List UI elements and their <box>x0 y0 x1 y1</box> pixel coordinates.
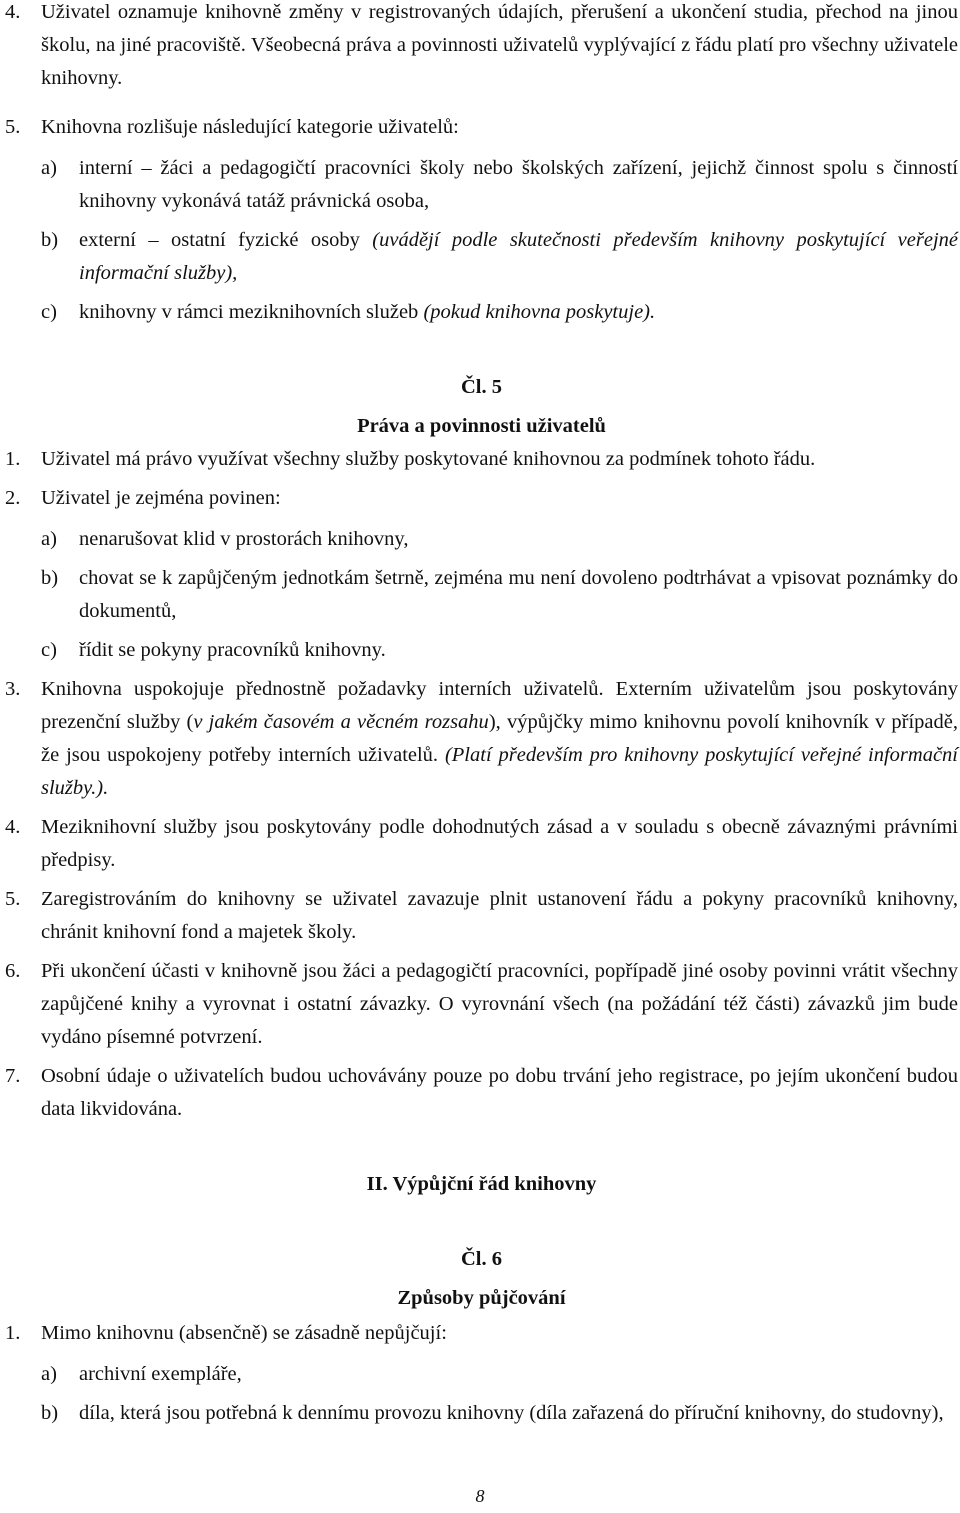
article-5-paragraph-1 <box>0 443 958 476</box>
list-item-a <box>0 1358 958 1391</box>
paragraph-text: Uživatel je zejména povinen: <box>41 487 281 509</box>
paragraph-text: Mimo knihovnu (absenčně) se zásadně nepůjčují: <box>41 1322 447 1344</box>
paragraph-text-italic: (Platí především pro knihovny poskytující veřejné informační služby.). <box>41 744 958 799</box>
list-label: b) <box>41 229 59 251</box>
article-5-paragraph-5 <box>0 883 958 949</box>
list-item-b <box>0 1397 958 1430</box>
list-text: chovat se k zapůjčeným jednotkám šetrně, zejména mu není dovoleno podtrhávat a vpisovat poznámky do dokumentů, <box>79 567 958 622</box>
list-label: b) <box>41 1402 59 1424</box>
paragraph-text: Uživatel má právo využívat všechny služby poskytované knihovnou za podmínek tohoto řádu. <box>41 448 816 470</box>
paragraph-number: 1. <box>5 1322 21 1344</box>
paragraph-number: 1. <box>5 448 21 470</box>
list-item-c <box>0 634 958 667</box>
list-text: nenarušovat klid v prostorách knihovny, <box>79 528 409 550</box>
paragraph-text: Knihovna uspokojuje přednostně požadavky interních uživatelů. Externím uživatelům jsou poskytovány prezenční služby ( <box>41 678 958 733</box>
article-5-paragraph-2 <box>0 482 958 515</box>
page-number: 8 <box>475 1486 485 1506</box>
list-text: externí – ostatní fyzické osoby <box>79 229 373 251</box>
paragraph-number: 3. <box>5 678 21 700</box>
list-label: c) <box>41 639 57 661</box>
list-label: a) <box>41 157 57 179</box>
paragraph-text: Meziknihovní služby jsou poskytovány podle dohodnutých zásad a v souladu s obecně závaznými právními předpisy. <box>41 816 958 871</box>
list-text: díla, která jsou potřebná k dennímu provozu knihovny (díla zařazená do příruční knihovny, do studovny), <box>79 1402 944 1424</box>
list-text: řídit se pokyny pracovníků knihovny. <box>79 639 386 661</box>
list-item-a <box>0 152 958 218</box>
list-text: knihovny v rámci meziknihovních služeb <box>79 301 424 323</box>
article-5-number: Čl. 5 <box>461 376 502 398</box>
list-label: a) <box>41 1363 57 1385</box>
paragraph-number: 6. <box>5 960 21 982</box>
article-6-title: Způsoby půjčování <box>397 1287 566 1309</box>
paragraph-text: Knihovna rozlišuje následující kategorie uživatelů: <box>41 116 459 138</box>
list-label: b) <box>41 567 59 589</box>
paragraph-text: Uživatel oznamuje knihovně změny v registrovaných údajích, přerušení a ukončení studia, přechod na jinou školu, na jiné pracoviště. Všeobecná práva a povinnosti uživatelů vyplývající z řádu platí pro všechny uživatele knihovny. <box>41 1 958 89</box>
list-item-c <box>0 296 958 329</box>
article-6-paragraph-1 <box>0 1317 958 1350</box>
paragraph-number: 7. <box>5 1065 21 1087</box>
article-5-paragraph-6 <box>0 955 958 1054</box>
paragraph-4 <box>0 0 958 95</box>
list-label: c) <box>41 301 57 323</box>
paragraph-number: 4. <box>5 1 21 23</box>
paragraph-number: 5. <box>5 116 21 138</box>
paragraph-text: ), výpůjčky mimo knihovnu povolí knihovník v případě, že jsou uspokojeny potřeby interních uživatelů. <box>41 711 958 766</box>
paragraph-text-italic: v jakém časovém a věcném rozsahu <box>193 711 489 733</box>
part-2-title: II. Výpůjční řád knihovny <box>366 1173 597 1195</box>
paragraph-number: 4. <box>5 816 21 838</box>
article-5-paragraph-4 <box>0 811 958 877</box>
paragraph-number: 5. <box>5 888 21 910</box>
list-text: archivní exempláře, <box>79 1363 242 1385</box>
paragraph-5 <box>0 111 958 144</box>
article-5-paragraph-7 <box>0 1060 958 1126</box>
list-text-italic: (uvádějí podle skutečnosti především knihovny poskytující veřejné informační služby), <box>79 229 958 284</box>
list-item-b <box>0 224 958 290</box>
paragraph-text: Zaregistrováním do knihovny se uživatel zavazuje plnit ustanovení řádu a pokyny pracovníků knihovny, chránit knihovní fond a majetek školy. <box>41 888 958 943</box>
list-item-b <box>0 562 958 628</box>
list-item-a <box>0 523 958 556</box>
article-6-number: Čl. 6 <box>461 1248 502 1270</box>
list-label: a) <box>41 528 57 550</box>
article-5-paragraph-3 <box>0 673 958 805</box>
list-text-italic: (pokud knihovna poskytuje). <box>423 301 656 323</box>
paragraph-text: Osobní údaje o uživatelích budou uchovávány pouze po dobu trvání jeho registrace, po jejím ukončení budou data likvidována. <box>41 1065 958 1120</box>
paragraph-text: Při ukončení účasti v knihovně jsou žáci a pedagogičtí pracovníci, popřípadě jiné osoby povinni vrátit všechny zapůjčené knihy a vyrovnat i ostatní závazky. O vyrovnání všech (na požádání též části) závazků jim bude vydáno písemné potvrzení. <box>41 960 958 1048</box>
paragraph-number: 2. <box>5 487 21 509</box>
article-5-title: Práva a povinnosti uživatelů <box>357 415 606 437</box>
list-text: interní – žáci a pedagogičtí pracovníci školy nebo školských zařízení, jejichž činnost spolu s činností knihovny vykonává tatáž právnická osoba, <box>79 157 958 212</box>
